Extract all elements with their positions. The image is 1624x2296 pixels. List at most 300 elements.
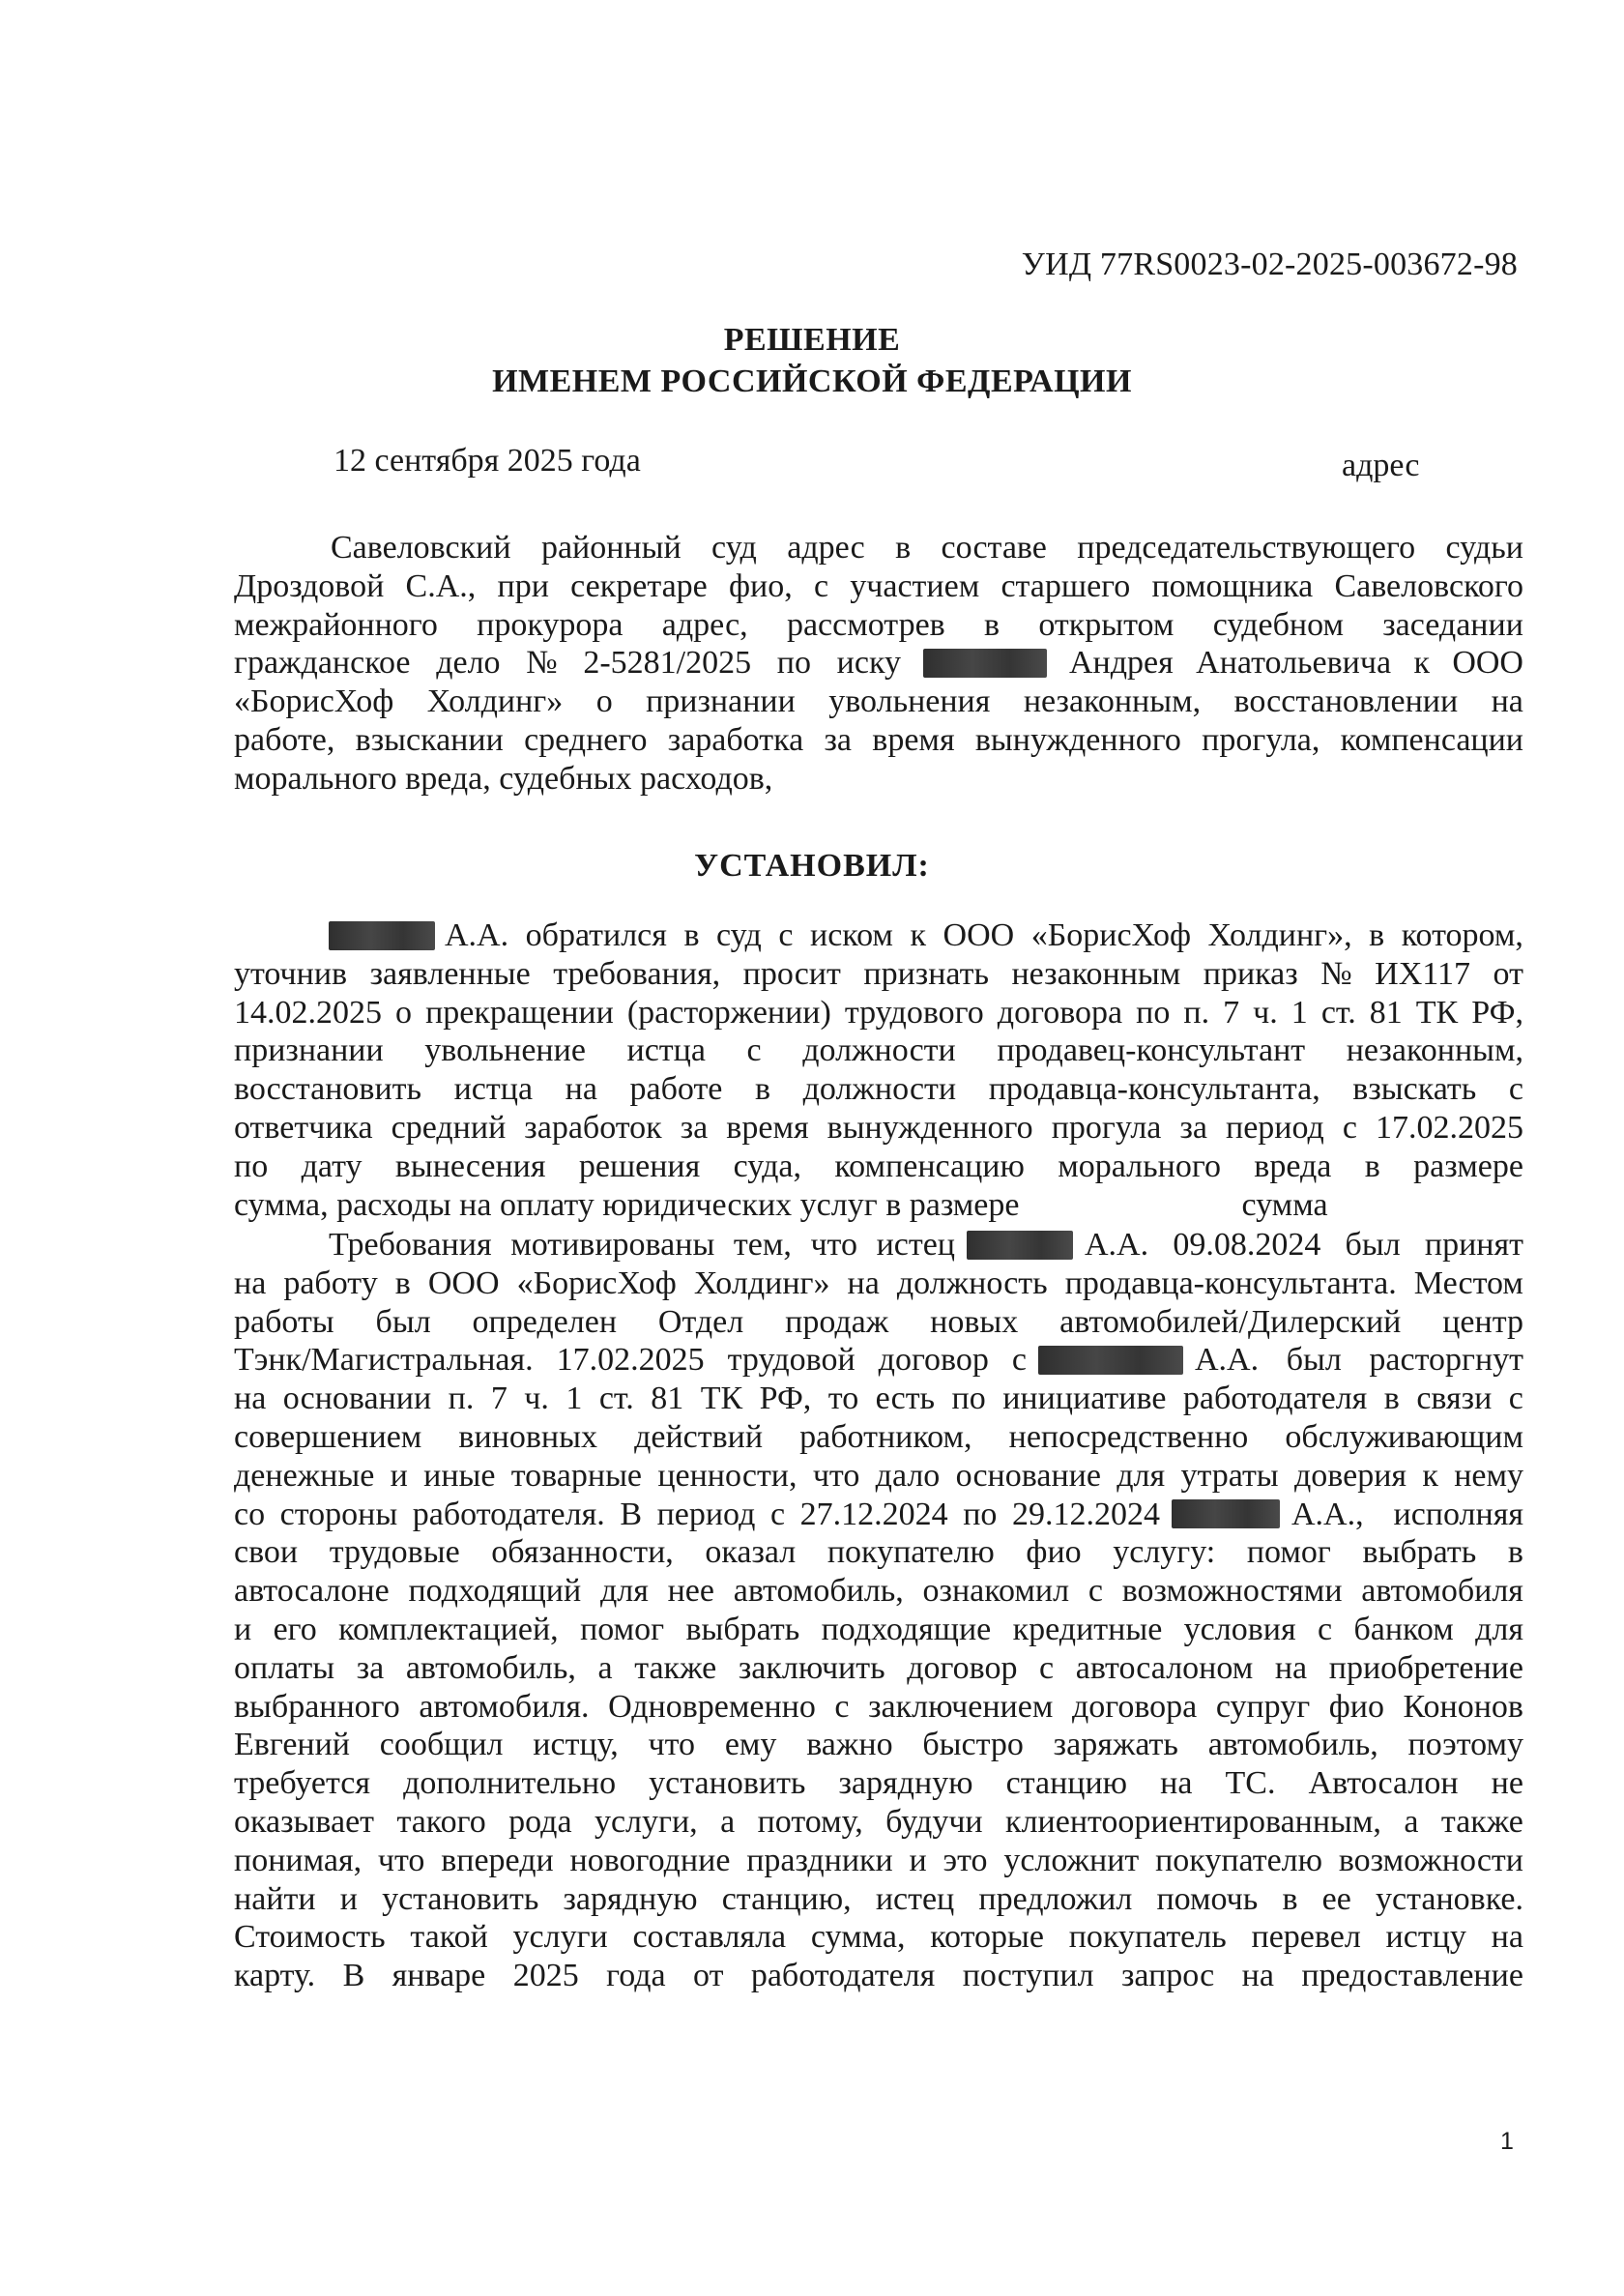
word: ООО: [942, 917, 1015, 953]
word: был: [375, 1303, 431, 1340]
word: 2025: [512, 1958, 579, 1994]
word: продавца-консультанта,: [988, 1071, 1320, 1108]
word: супруг: [1215, 1688, 1311, 1725]
redacted-name: [967, 1231, 1073, 1260]
word: клиентоориентированным,: [1005, 1803, 1381, 1840]
redacted-name: [329, 921, 435, 950]
word: признании: [234, 1032, 384, 1069]
word: с: [1342, 1109, 1357, 1146]
word: работником,: [799, 1418, 972, 1455]
word: установить: [382, 1880, 539, 1917]
word: прокурора: [477, 606, 624, 643]
word: истца: [453, 1071, 534, 1108]
word: судьи: [1445, 530, 1523, 566]
word: станцию,: [721, 1880, 852, 1917]
word: истец: [875, 1880, 955, 1917]
word: подходящие: [821, 1611, 992, 1647]
text-line: [234, 1496, 1523, 1534]
word: с: [769, 1496, 786, 1532]
word: время: [726, 1109, 809, 1146]
word: виновных: [458, 1418, 597, 1455]
word: Тэнк/Магистральная.: [234, 1342, 534, 1379]
word: автомобиль,: [1207, 1727, 1378, 1763]
word: с: [778, 917, 794, 953]
word: В: [620, 1496, 642, 1532]
word: незаконным,: [1023, 683, 1202, 720]
word: совершением: [234, 1418, 422, 1455]
word: Требования: [329, 1227, 492, 1263]
word: время: [872, 721, 955, 758]
word: решения: [578, 1148, 701, 1184]
word: оказывает: [234, 1803, 375, 1840]
word: договора: [1071, 1688, 1198, 1725]
word: комплектацией,: [338, 1611, 559, 1647]
text-line: [234, 1880, 1523, 1919]
text-segment: [445, 916, 1523, 955]
word: Евгений: [234, 1727, 350, 1763]
word: с: [1318, 1611, 1333, 1647]
word: за: [1179, 1109, 1207, 1146]
word: автомобиль,: [733, 1573, 904, 1610]
word: доверия: [1293, 1457, 1407, 1494]
word: заработка: [667, 721, 804, 758]
text-line: [234, 1264, 1523, 1303]
word: с: [1039, 1649, 1055, 1686]
word: Местом: [1413, 1264, 1523, 1301]
word: дело: [436, 645, 501, 682]
word: С.А.,: [405, 567, 477, 604]
word: на: [1491, 683, 1523, 720]
word: предложил: [978, 1880, 1133, 1917]
word: автомобиля: [1361, 1573, 1523, 1610]
word: возможностями: [1121, 1573, 1343, 1610]
text-segment: сумма, расходы на оплату юридических услуг в размере: [234, 1186, 1020, 1223]
word: помощника: [1151, 567, 1314, 604]
word: утраты: [1180, 1457, 1279, 1494]
word: усложнит: [1003, 1842, 1140, 1878]
text-line: [234, 529, 1523, 567]
word: нему: [1454, 1457, 1523, 1494]
text-line: [234, 1688, 1523, 1727]
word: восстановлении: [1233, 683, 1459, 720]
word: Стоимость: [234, 1919, 386, 1956]
word: с: [1508, 1381, 1523, 1417]
case-uid: УИД 77RS0023-02-2025-003672-98: [1021, 247, 1518, 282]
word: возможности: [1338, 1842, 1523, 1878]
word: такого: [396, 1803, 486, 1840]
word: ознакомил: [922, 1573, 1070, 1610]
decision-place: адрес: [1342, 448, 1420, 483]
word: что: [648, 1727, 696, 1763]
word: период: [1226, 1109, 1324, 1146]
word: №: [1320, 955, 1352, 992]
word: требуется: [234, 1765, 371, 1802]
word: трудового: [844, 994, 984, 1031]
word: был: [1286, 1342, 1342, 1379]
word: для: [1475, 1611, 1523, 1647]
word: РФ,: [759, 1381, 812, 1417]
word: РФ,: [1471, 994, 1523, 1031]
word: судебном: [1212, 606, 1344, 643]
word: а: [597, 1649, 613, 1686]
word: договора: [997, 994, 1123, 1031]
redacted-name: [923, 649, 1047, 678]
word: автосалоном: [1075, 1649, 1254, 1686]
text-line: [234, 1572, 1523, 1611]
word: определен: [472, 1303, 618, 1340]
word: предоставление: [1301, 1958, 1523, 1994]
word: был: [1345, 1227, 1401, 1263]
word: 09.08.2024: [1173, 1227, 1321, 1263]
word: заключить: [738, 1649, 885, 1686]
word: Савеловского: [1334, 567, 1523, 604]
word: ИХ117: [1375, 955, 1471, 992]
word: на: [565, 1071, 597, 1108]
word: п.: [448, 1381, 475, 1417]
word: 14.02.2025: [234, 994, 382, 1031]
word: основании: [282, 1381, 432, 1417]
word: к: [1422, 1457, 1438, 1494]
word: по: [951, 1381, 986, 1417]
word: ч.: [1253, 994, 1278, 1031]
word: при: [497, 567, 549, 604]
word: это: [942, 1842, 988, 1878]
word: свои: [234, 1534, 299, 1571]
word: исполняя: [1393, 1496, 1523, 1532]
word: иску: [836, 645, 901, 682]
word: новых: [930, 1303, 1019, 1340]
word: просит: [742, 955, 841, 992]
word: «БорисХоф: [234, 683, 394, 720]
word: 1: [1290, 994, 1308, 1031]
word: с: [1508, 1071, 1523, 1108]
word: суда,: [733, 1148, 802, 1184]
word: по: [234, 1148, 269, 1184]
word: ТС.: [1225, 1765, 1276, 1802]
word: истец: [876, 1227, 955, 1263]
word: со: [234, 1496, 266, 1532]
word: услугу:: [1113, 1534, 1216, 1571]
word: за: [824, 721, 852, 758]
word: ответчика: [234, 1109, 373, 1146]
text-line: [234, 1418, 1523, 1457]
text-line: [234, 683, 1523, 721]
word: Отдел: [657, 1303, 744, 1340]
word: председательствующего: [1077, 530, 1416, 566]
word: карту.: [234, 1958, 316, 1994]
word: среднего: [524, 721, 648, 758]
word: важно: [806, 1727, 893, 1763]
word: что: [812, 1457, 860, 1494]
word: рассмотрев: [786, 606, 945, 643]
word: А.А.: [445, 917, 509, 953]
word: праздники: [746, 1842, 893, 1878]
word: оплаты: [234, 1649, 335, 1686]
word: помог: [580, 1611, 665, 1647]
word: поступил: [962, 1958, 1094, 1994]
redacted-name: [1172, 1499, 1280, 1528]
word: Андрея: [1069, 645, 1174, 682]
word: от: [693, 1958, 724, 1994]
word: покупателю: [1155, 1842, 1323, 1878]
text-segment: [234, 1341, 1027, 1380]
word: товарные: [510, 1457, 643, 1494]
word: 27.12.2024: [799, 1496, 948, 1532]
word: которые: [930, 1919, 1044, 1956]
word: трудовые: [329, 1534, 460, 1571]
word: компенсацию: [834, 1148, 1025, 1184]
word: ее: [1321, 1880, 1351, 1917]
word: работодателя: [750, 1958, 936, 1994]
word: к: [1413, 645, 1430, 682]
text-line: [234, 1109, 1523, 1148]
word: центр: [1442, 1303, 1523, 1340]
word: фио: [1328, 1688, 1384, 1725]
word: незаконным,: [1346, 1032, 1523, 1069]
word: продавец-консультант: [997, 1032, 1306, 1069]
word: новогодние: [569, 1842, 731, 1878]
text-line: [234, 1957, 1523, 1995]
word: также: [634, 1649, 717, 1686]
word: понимая,: [234, 1842, 362, 1878]
word: иском: [810, 917, 893, 953]
word: истцу,: [533, 1727, 619, 1763]
word: сообщил: [379, 1727, 504, 1763]
word: истцу: [1385, 1919, 1466, 1956]
word: а: [1404, 1803, 1419, 1840]
word: работе: [629, 1071, 723, 1108]
word: также: [1440, 1803, 1523, 1840]
word: приобретение: [1328, 1649, 1523, 1686]
word: зарядную: [563, 1880, 698, 1917]
word: с: [746, 1032, 762, 1069]
word: за: [680, 1109, 709, 1146]
text-segment: [329, 1226, 955, 1264]
text-line: [234, 1303, 1523, 1342]
word: морального: [1058, 1148, 1221, 1184]
word: котором,: [1401, 917, 1523, 953]
word: требования,: [553, 955, 721, 992]
word: работодателя.: [412, 1496, 605, 1532]
text-segment: [1291, 1496, 1523, 1534]
text-line: [234, 1611, 1523, 1649]
word: заседании: [1382, 606, 1523, 643]
word: секретаре: [570, 567, 708, 604]
word: на: [1160, 1765, 1193, 1802]
word: на: [1491, 1919, 1523, 1956]
word: денежные: [234, 1457, 375, 1494]
word: работе,: [234, 721, 335, 758]
word: Холдинг»: [426, 683, 564, 720]
word: п.: [1183, 994, 1210, 1031]
word: размере: [1413, 1148, 1523, 1184]
word: с: [1011, 1342, 1027, 1379]
word: по: [963, 1496, 998, 1532]
word: в: [394, 1264, 411, 1301]
word: на: [234, 1264, 267, 1301]
word: ТК: [1415, 994, 1459, 1031]
word: действий: [634, 1418, 764, 1455]
word: покупателю: [826, 1534, 995, 1571]
decision-date: 12 сентября 2025 года: [334, 443, 641, 479]
text-line: [234, 1842, 1523, 1880]
intro-paragraph: [234, 529, 1523, 799]
word: взыскании: [355, 721, 504, 758]
word: (расторжении): [626, 994, 831, 1031]
word: 81: [1369, 994, 1403, 1031]
word: автомобиль,: [405, 1649, 576, 1686]
word: поэтому: [1407, 1727, 1523, 1763]
word: к: [910, 917, 927, 953]
word: Одновременно: [608, 1688, 816, 1725]
word: рода: [508, 1803, 572, 1840]
word: А.А.: [1085, 1227, 1149, 1263]
text-line: [234, 1226, 1523, 1264]
word: за: [356, 1649, 385, 1686]
word: принят: [1424, 1227, 1523, 1263]
word: года: [606, 1958, 666, 1994]
decision-subtitle: ИМЕНЕМ РОССИЙСКОЙ ФЕДЕРАЦИИ: [492, 363, 1132, 399]
word: районный: [540, 530, 682, 566]
word: 7: [1223, 994, 1240, 1031]
word: Кононов: [1403, 1688, 1523, 1725]
word: договор: [878, 1342, 989, 1379]
word: 17.02.2025: [1375, 1109, 1523, 1146]
word: В: [342, 1958, 365, 1994]
word: стороны: [279, 1496, 398, 1532]
word: нее: [667, 1573, 714, 1610]
word: адрес,: [661, 606, 748, 643]
word: потому,: [757, 1803, 863, 1840]
word: А.А.,: [1291, 1496, 1364, 1532]
word: признать: [863, 955, 989, 992]
word: «БорисХоф: [1030, 917, 1192, 953]
word: мотивированы: [510, 1227, 715, 1263]
word: услуги,: [594, 1803, 698, 1840]
word: зарядную: [838, 1765, 973, 1802]
word: должности: [802, 1032, 956, 1069]
word: 29.12.2024: [1012, 1496, 1160, 1532]
word: по: [1136, 994, 1171, 1031]
word: Дроздовой: [234, 567, 385, 604]
section-heading: УСТАНОВИЛ:: [694, 848, 930, 884]
text-segment: [1069, 644, 1523, 683]
word: впереди: [441, 1842, 554, 1878]
word: ч.: [524, 1381, 549, 1417]
word: для: [599, 1573, 649, 1610]
text-line: [234, 1649, 1523, 1688]
word: ООО: [427, 1264, 500, 1301]
text-line: [234, 1533, 1523, 1572]
text-segment: [1085, 1226, 1523, 1264]
text-line: [234, 1803, 1523, 1842]
text-line: [234, 1918, 1523, 1957]
word: будучи: [885, 1803, 983, 1840]
text-line: [234, 721, 1523, 760]
text-segment: [234, 644, 901, 683]
word: фио: [1026, 1534, 1082, 1571]
word: и: [339, 1880, 358, 1917]
word: обратился: [525, 917, 667, 953]
word: ему: [724, 1727, 777, 1763]
word: обязанности,: [491, 1534, 674, 1571]
word: заработок: [524, 1109, 662, 1146]
word: суд: [716, 917, 762, 953]
word: составе: [941, 530, 1047, 566]
word: на: [234, 1381, 267, 1417]
word: на: [1274, 1649, 1308, 1686]
word: для: [1116, 1457, 1166, 1494]
word: межрайонного: [234, 606, 438, 643]
word: найти: [234, 1880, 316, 1917]
word: дало: [875, 1457, 941, 1494]
word: банком: [1353, 1611, 1454, 1647]
word: должности: [802, 1071, 957, 1108]
word: основание: [955, 1457, 1101, 1494]
word: признании: [646, 683, 796, 720]
word: прогула,: [1202, 721, 1320, 758]
word: выбрать: [685, 1611, 800, 1647]
word: заключением: [868, 1688, 1054, 1725]
text-line: [234, 955, 1523, 994]
word: расторгнут: [1369, 1342, 1523, 1379]
text-line: [234, 1380, 1523, 1418]
word: Холдинг»: [693, 1264, 830, 1301]
word: А.А.: [1195, 1342, 1260, 1379]
word: уточнив: [234, 955, 348, 992]
word: сумма,: [810, 1919, 906, 1956]
word: с: [813, 567, 829, 604]
word: быстро: [922, 1727, 1024, 1763]
word: вынесения: [394, 1148, 546, 1184]
word: запрос: [1121, 1958, 1215, 1994]
text-line: [234, 916, 1523, 955]
word: незаконным: [1011, 955, 1181, 992]
word: вреда: [1254, 1148, 1332, 1184]
word: установить: [649, 1765, 806, 1802]
word: ценности,: [657, 1457, 798, 1494]
word: обслуживающим: [1285, 1418, 1523, 1455]
word: автомобилей/Дилерский: [1059, 1303, 1402, 1340]
text-line: [234, 1457, 1523, 1496]
word: установке.: [1376, 1880, 1523, 1917]
word: автосалоне: [234, 1573, 390, 1610]
word: компенсации: [1340, 721, 1523, 758]
text-segment: [1195, 1341, 1523, 1380]
word: в: [895, 530, 912, 566]
word: взыскать: [1352, 1071, 1477, 1108]
text-line: [234, 1070, 1523, 1109]
word: 2-5281/2025: [583, 645, 752, 682]
word: в: [1507, 1534, 1523, 1571]
word: с: [834, 1688, 850, 1725]
text-line: [234, 994, 1523, 1032]
word: работы: [234, 1303, 334, 1340]
word: ст.: [1320, 994, 1356, 1031]
word: что: [810, 1227, 857, 1263]
word: адрес: [787, 530, 865, 566]
word: январе: [392, 1958, 486, 1994]
word: «БорисХоф: [516, 1264, 677, 1301]
word: ТК: [700, 1381, 743, 1417]
word: 17.02.2025: [556, 1342, 705, 1379]
word: услуги: [512, 1919, 608, 1956]
word: ст.: [598, 1381, 634, 1417]
word: вынужденного: [974, 721, 1181, 758]
word: в: [683, 917, 700, 953]
word: прекращении: [425, 994, 614, 1031]
text-line: [234, 1186, 1523, 1225]
